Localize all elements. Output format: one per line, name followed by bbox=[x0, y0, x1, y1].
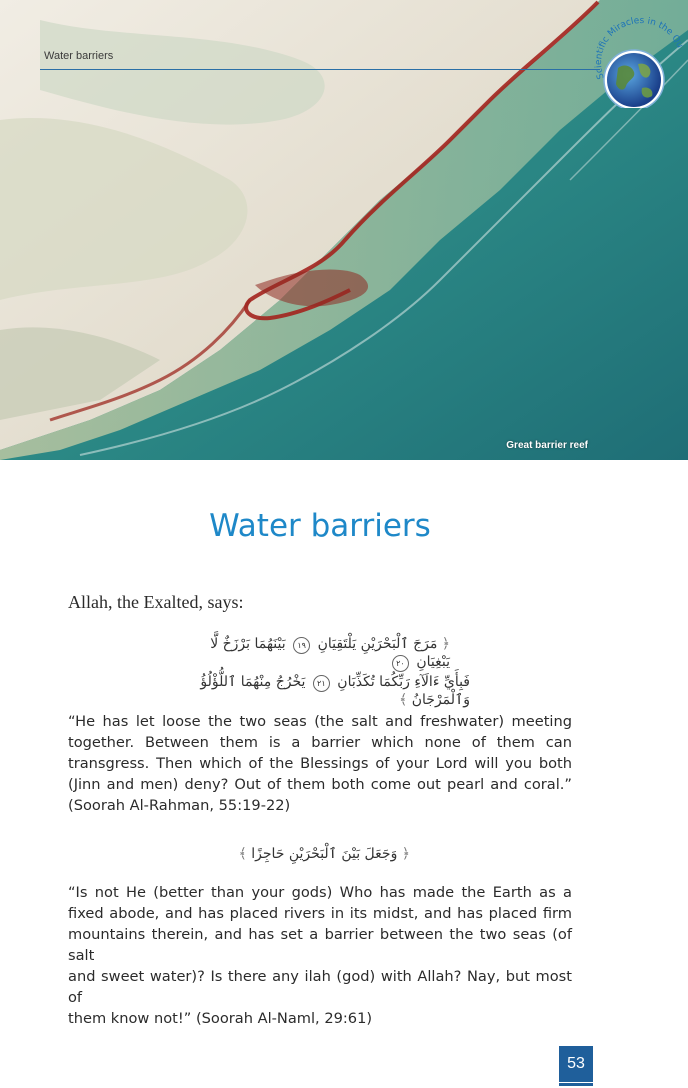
photo-caption: Great barrier reef bbox=[506, 440, 588, 451]
quran-verse-1 bbox=[180, 636, 450, 672]
quote-line: “Is not He (better than your gods) Who has made the Earth as a bbox=[68, 884, 572, 901]
quote-line: “He has let loose the two seas (the salt and freshwater) meeting bbox=[68, 713, 572, 730]
verse-text: مَرَجَ ٱلْبَحْرَيْنِ يَلْتَقِيَانِ bbox=[317, 636, 438, 652]
intro-text: Allah, the Exalted, says: bbox=[68, 592, 244, 612]
verse-text: بَيْنَهُمَا بَرْزَخٌ لَّا يَبْغِيَانِ bbox=[210, 636, 450, 670]
ornament-close-icon: ﴾ bbox=[238, 846, 247, 862]
aerial-photo bbox=[0, 0, 688, 460]
page-number-rule bbox=[559, 1083, 593, 1086]
quote-line: (Soorah Al-Rahman, 55:19-22) bbox=[68, 797, 291, 814]
verse-text: وَجَعَلَ بَيْنَ ٱلْبَحْرَيْنِ حَاجِزًا bbox=[251, 846, 398, 862]
running-head: Water barriers bbox=[44, 50, 114, 62]
translation-quote-2 bbox=[68, 882, 572, 1029]
quote-line: fixed abode, and has placed rivers in its midst, and has placed firm bbox=[68, 905, 572, 922]
quote-line: mountains therein, and has set a barrier between the two seas (of salt bbox=[68, 926, 572, 964]
ayah-number: ٢١ bbox=[313, 675, 330, 692]
quote-line: and sweet water)? Is there any ilah (god) with Allah? Nay, but most of bbox=[68, 968, 572, 1006]
ornament-close-icon: ﴾ bbox=[399, 692, 408, 708]
quote-line: them know not!” (Soorah Al-Naml, 29:61) bbox=[68, 1010, 373, 1027]
ornament-open-icon: ﴿ bbox=[441, 636, 450, 652]
verse-text: يَخْرُجُ مِنْهُمَا ٱللُّؤْلُؤُ وَٱلْمَرْجَانُ bbox=[200, 674, 470, 708]
running-head-rule bbox=[40, 69, 600, 70]
globe-logo-icon bbox=[594, 8, 688, 108]
page-title: Water barriers bbox=[209, 508, 431, 544]
emblem-arc-text: Scientific Miracles in the Qu bbox=[594, 16, 685, 81]
series-emblem bbox=[594, 8, 688, 108]
quran-verse-2 bbox=[150, 674, 470, 708]
quran-verse-3 bbox=[220, 846, 410, 862]
quote-line: transgress. Then which of the Blessings of your Lord will you both bbox=[68, 755, 572, 772]
ornament-open-icon: ﴿ bbox=[401, 846, 410, 862]
quote-line: (Jinn and men) deny? Out of them both come out pearl and coral.” bbox=[68, 776, 572, 793]
ayah-number: ٢٠ bbox=[392, 655, 409, 672]
page-number: 53 bbox=[559, 1046, 593, 1082]
verse-text: فَبِأَيِّ ءَالَآءِ رَبِّكُمَا تُكَذِّبَانِ bbox=[337, 674, 470, 690]
ayah-number: ١٩ bbox=[293, 637, 310, 654]
quote-line: together. Between them is a barrier which none of them can bbox=[68, 734, 572, 751]
translation-quote-1 bbox=[68, 711, 572, 816]
